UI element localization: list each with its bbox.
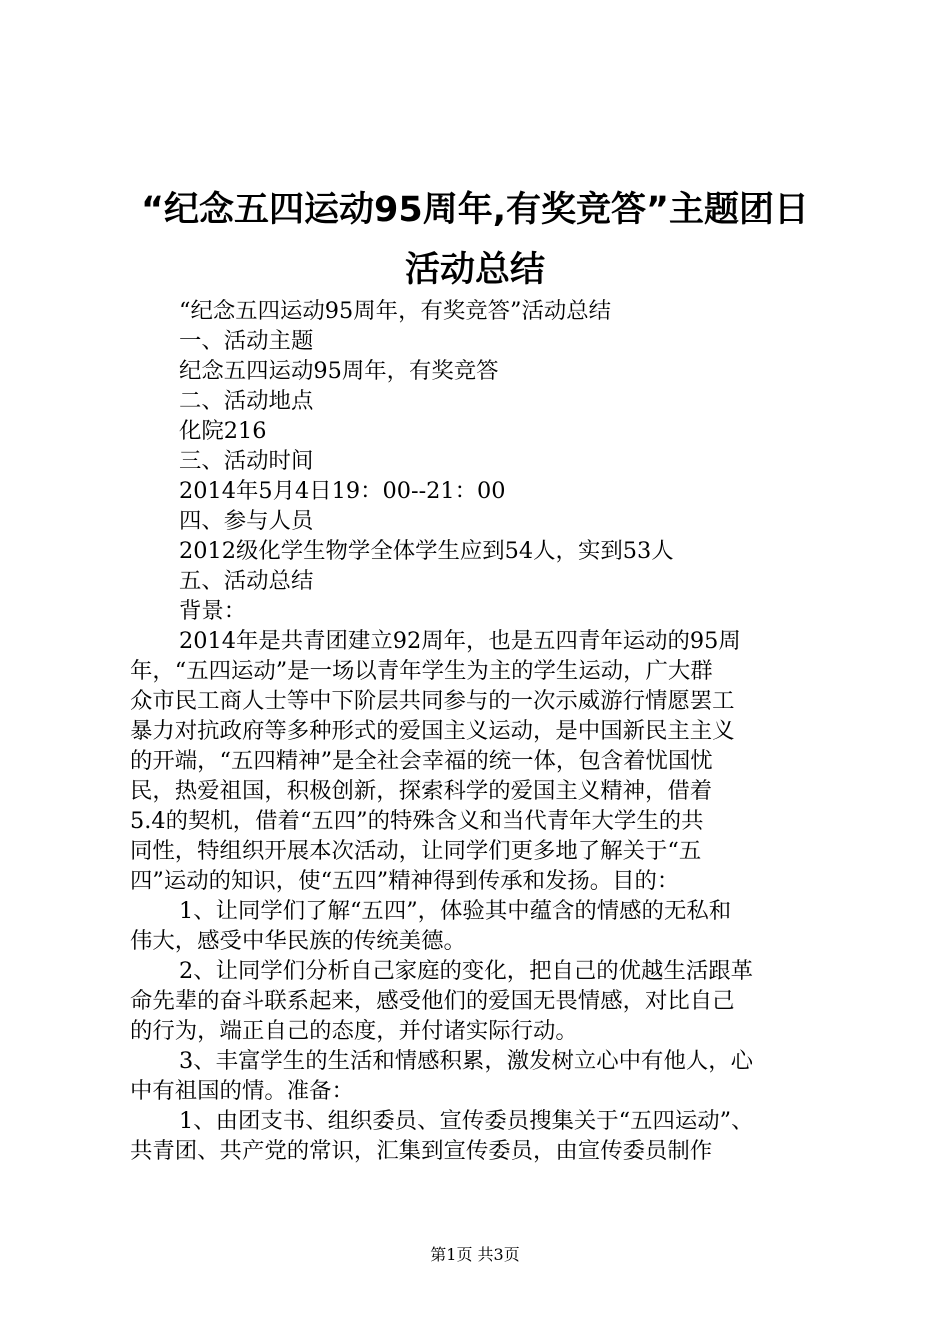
paragraph-line: 众市民工商人士等中下阶层共同参与的一次示威游行情愿罢工 — [130, 688, 735, 714]
paragraph-line: 2、让同学们分析自己家庭的变化，把自己的优越生活跟革 — [179, 958, 754, 984]
section-heading: 四、参与人员 — [179, 508, 314, 534]
body-line: 化院216 — [179, 418, 267, 444]
section-heading: 五、活动总结 — [179, 568, 314, 594]
body-line: 2012级化学生物学全体学生应到54人，实到53人 — [179, 538, 674, 564]
paragraph-line: 1、让同学们了解“五四”，体验其中蕴含的情感的无私和 — [179, 898, 732, 924]
paragraph-line: 伟大，感受中华民族的传统美德。 — [130, 928, 466, 954]
document-title-line-1: “纪念五四运动95周年,有奖竞答”主题团日 — [140, 190, 809, 230]
paragraph-line: 暴力对抗政府等多种形式的爱国主义运动，是中国新民主主义 — [130, 718, 735, 744]
document-body — [130, 296, 830, 1166]
document-title-line-2: 活动总结 — [404, 250, 545, 290]
paragraph-line: 2014年是共青团建立92周年，也是五四青年运动的95周 — [179, 628, 741, 654]
paragraph-line: 民，热爱祖国，积极创新，探索科学的爱国主义精神，借着 — [130, 778, 713, 804]
paragraph-line: 的开端，“五四精神”是全社会幸福的统一体，包含着忧国忧 — [130, 748, 713, 774]
paragraph-line: 同性，特组织开展本次活动，让同学们更多地了解关于“五 — [130, 838, 702, 864]
section-heading: 三、活动时间 — [179, 448, 314, 474]
body-line: 纪念五四运动95周年，有奖竞答 — [179, 358, 499, 384]
body-line: 2014年5月4日19：00--21：00 — [179, 478, 506, 504]
paragraph-line: 1、由团支书、组织委员、宣传委员搜集关于“五四运动”、 — [179, 1108, 754, 1134]
paragraph-line: 中有祖国的情。准备： — [130, 1078, 354, 1104]
paragraph-line: 年，“五四运动”是一场以青年学生为主的学生运动，广大群 — [130, 658, 713, 684]
section-heading: 一、活动主题 — [179, 328, 314, 354]
section-heading: 二、活动地点 — [179, 388, 314, 414]
paragraph-line: 共青团、共产党的常识，汇集到宣传委员，由宣传委员制作 — [130, 1138, 713, 1164]
paragraph-line: 四”运动的知识，使“五四”精神得到传承和发扬。目的： — [130, 868, 680, 894]
paragraph-line: 的行为，端正自己的态度，并付诸实际行动。 — [130, 1018, 578, 1044]
paragraph-line: 5.4的契机，借着“五四”的特殊含义和当代青年大学生的共 — [130, 808, 704, 834]
body-line: “纪念五四运动95周年，有奖竞答”活动总结 — [179, 298, 612, 324]
body-line: 背景： — [179, 598, 247, 624]
page-footer: 第1页 共3页 — [430, 1245, 520, 1264]
paragraph-line: 3、丰富学生的生活和情感积累，激发树立心中有他人，心 — [179, 1048, 754, 1074]
paragraph-line: 命先辈的奋斗联系起来，感受他们的爱国无畏情感，对比自己 — [130, 988, 735, 1014]
